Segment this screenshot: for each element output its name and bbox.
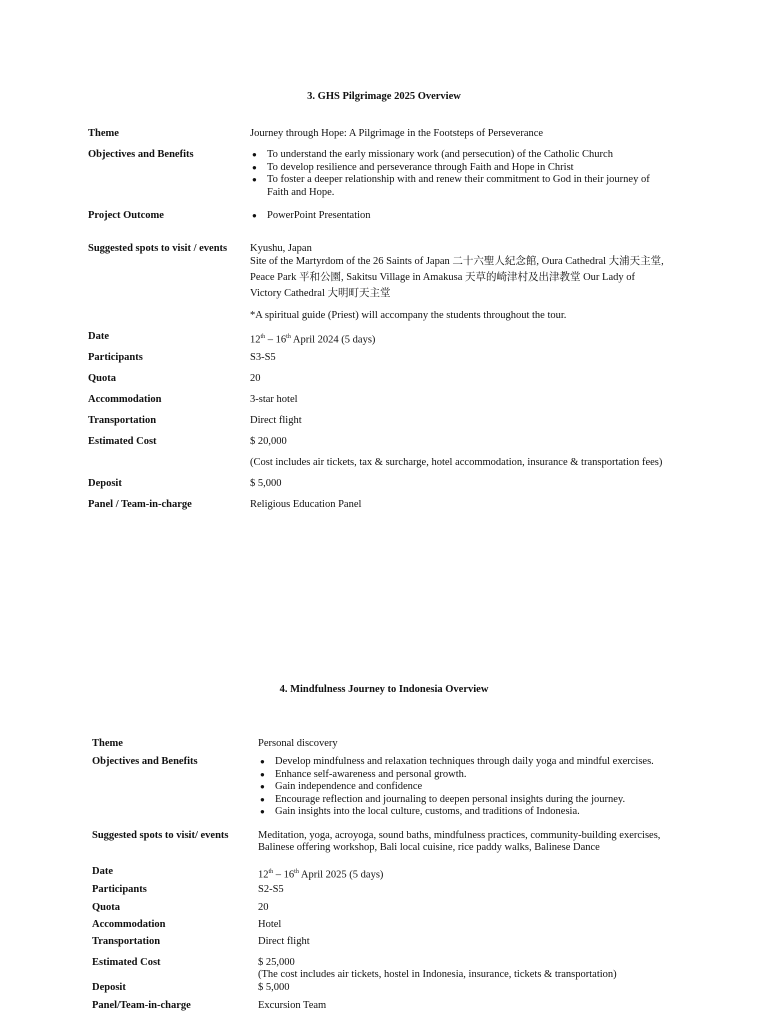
s3-cost-value: $ 20,000 xyxy=(250,436,287,447)
s3-cost-label: Estimated Cost xyxy=(88,436,157,447)
s3-transportation-value: Direct flight xyxy=(250,415,302,426)
s4-panel-label: Panel/Team-in-charge xyxy=(92,1000,191,1011)
s3-deposit-label: Deposit xyxy=(88,478,122,489)
s3-participants-value: S3-S5 xyxy=(250,352,276,363)
list-item: ● To foster a deeper relationship with and renew their commitment to God in their journey of Faith and Hope. xyxy=(250,174,670,199)
s4-participants-value: S2-S5 xyxy=(258,884,284,895)
s3-accommodation-label: Accommodation xyxy=(88,394,162,405)
s3-quota-label: Quota xyxy=(88,373,117,384)
list-item: ● Develop mindfulness and relaxation techniques through daily yoga and mindful exercises. xyxy=(258,756,654,769)
list-item: ● Enhance self-awareness and personal growth. xyxy=(258,769,654,782)
s4-cost-note: (The cost includes air tickets, hostel in Indonesia, insurance, tickets & transportation) xyxy=(258,969,617,980)
s3-objectives-label: Objectives and Benefits xyxy=(88,149,194,160)
s4-theme-value: Personal discovery xyxy=(258,738,338,749)
s3-accommodation-value: 3-star hotel xyxy=(250,394,298,405)
s3-participants-label: Participants xyxy=(88,352,143,363)
s3-outcome-label: Project Outcome xyxy=(88,210,164,221)
s4-transportation-label: Transportation xyxy=(92,936,161,947)
s4-transportation-value: Direct flight xyxy=(258,936,310,947)
s3-spots-note: *A spiritual guide (Priest) will accompany the students throughout the tour. xyxy=(250,310,567,321)
list-item: ● Gain independence and confidence xyxy=(258,781,654,794)
s3-spots-line3: Peace Park 平和公園, Sakitsu Village in Amakusa 天草的崎津村及出津教堂 Our Lady of xyxy=(250,272,636,283)
s4-date-value: 12th – 16th April 2025 (5 days) xyxy=(258,869,384,881)
s4-objectives-label: Objectives and Benefits xyxy=(92,756,198,767)
s4-quota-value: 20 xyxy=(258,902,269,913)
list-item: ● To develop resilience and perseverance through Faith and Hope in Christ xyxy=(250,162,670,175)
s3-deposit-value: $ 5,000 xyxy=(250,478,282,489)
s3-spots-line2: Site of the Martyrdom of the 26 Saints of Japan 二十六聖人紀念館, Oura Cathedral 大浦天主堂, xyxy=(250,256,664,267)
s3-panel-label: Panel / Team-in-charge xyxy=(88,499,192,510)
s4-theme-label: Theme xyxy=(92,738,123,749)
s3-spots-line4: Victory Cathedral 大明町天主堂 xyxy=(250,288,391,299)
s3-theme-value: Journey through Hope: A Pilgrimage in the Footsteps of Perseverance xyxy=(250,128,544,139)
list-item: ● PowerPoint Presentation xyxy=(250,210,371,223)
s4-cost-label: Estimated Cost xyxy=(92,957,161,968)
s4-accommodation-value: Hotel xyxy=(258,919,282,930)
s4-spots-line1: Meditation, yoga, acroyoga, sound baths, mindfulness practices, community-building exercises, xyxy=(258,830,661,841)
s3-quota-value: 20 xyxy=(250,373,261,384)
s3-transportation-label: Transportation xyxy=(88,415,157,426)
s4-deposit-value: $ 5,000 xyxy=(258,982,290,993)
list-item: ● To understand the early missionary work (and persecution) of the Catholic Church xyxy=(250,149,670,162)
s3-outcome-list xyxy=(250,210,371,223)
list-item: ● Gain insights into the local culture, customs, and traditions of Indonesia. xyxy=(258,806,654,819)
s4-participants-label: Participants xyxy=(92,884,147,895)
s4-objectives-list xyxy=(258,756,654,819)
s4-cost-value: $ 25,000 xyxy=(258,957,295,968)
s4-panel-value: Excursion Team xyxy=(258,1000,327,1011)
s3-date-value: 12th – 16th April 2024 (5 days) xyxy=(250,334,376,346)
s4-spots-label: Suggested spots to visit/ events xyxy=(92,830,229,841)
s3-spots-line1: Kyushu, Japan xyxy=(250,243,312,254)
s3-date-label: Date xyxy=(88,331,109,342)
s3-theme-label: Theme xyxy=(88,128,119,139)
list-item: ● Encourage reflection and journaling to deepen personal insights during the journey. xyxy=(258,794,654,807)
s3-spots-label: Suggested spots to visit / events xyxy=(88,243,228,254)
s3-panel-value: Religious Education Panel xyxy=(250,499,362,510)
s4-spots-line2: Balinese offering workshop, Bali local cuisine, rice paddy walks, Balinese Dance xyxy=(258,842,600,853)
s4-date-label: Date xyxy=(92,866,113,877)
s3-cost-note: (Cost includes air tickets, tax & surcharge, hotel accommodation, insurance & transportation fees) xyxy=(250,457,663,468)
s4-deposit-label: Deposit xyxy=(92,982,126,993)
s4-accommodation-label: Accommodation xyxy=(92,919,166,930)
section3-title: 3. GHS Pilgrimage 2025 Overview xyxy=(307,91,461,102)
s4-quota-label: Quota xyxy=(92,902,121,913)
section4-title: 4. Mindfulness Journey to Indonesia Overview xyxy=(279,684,489,695)
s3-objectives-list xyxy=(250,149,670,199)
